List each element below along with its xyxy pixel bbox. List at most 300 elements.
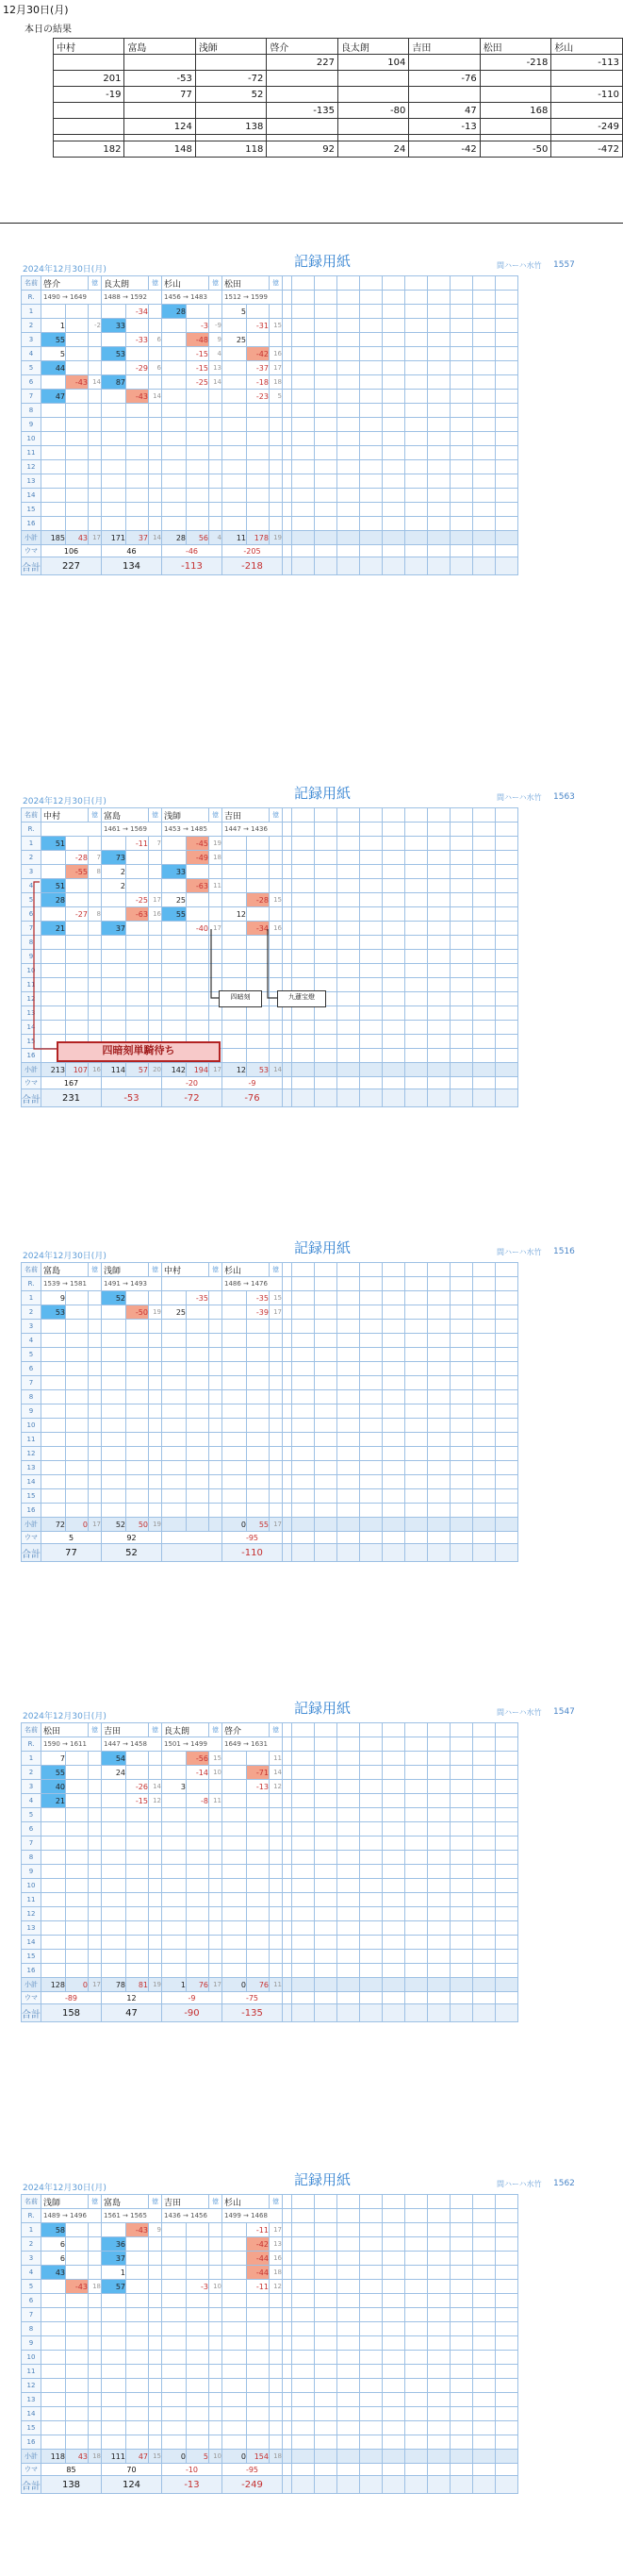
empty-cell — [383, 375, 405, 390]
score-note — [89, 978, 102, 992]
score-note — [270, 2294, 283, 2308]
empty-cell — [473, 291, 496, 305]
score-minus — [126, 2294, 149, 2308]
empty-cell — [451, 1822, 473, 1836]
empty-cell — [337, 950, 360, 964]
score-minus — [247, 907, 270, 922]
score-note — [270, 1808, 283, 1822]
score-grid — [21, 1722, 518, 2022]
empty-cell — [360, 2336, 383, 2351]
score-note — [209, 1851, 222, 1865]
empty-cell — [337, 1893, 360, 1907]
empty-cell — [283, 557, 292, 575]
score-note — [209, 1808, 222, 1822]
score-note — [149, 305, 162, 319]
score-plus — [102, 1936, 126, 1950]
empty-cell — [315, 1390, 337, 1404]
score-minus — [66, 837, 89, 851]
empty-cell — [473, 333, 496, 347]
score-note — [209, 2407, 222, 2421]
empty-cell — [315, 936, 337, 950]
empty-cell — [360, 319, 383, 333]
score-plus — [222, 503, 247, 517]
empty-cell — [473, 950, 496, 964]
empty-cell — [405, 305, 428, 319]
score-minus — [126, 1348, 149, 1362]
empty-cell — [337, 446, 360, 460]
empty-cell — [292, 276, 315, 291]
empty-cell — [496, 1390, 518, 1404]
empty-cell — [292, 474, 315, 489]
score-minus — [247, 1836, 270, 1851]
score-note: 11 — [209, 1794, 222, 1808]
empty-cell — [405, 1907, 428, 1921]
score-plus — [41, 1921, 66, 1936]
row-number: 13 — [22, 1006, 41, 1021]
score-plus: 43 — [41, 2266, 66, 2280]
player-rating: 1501 → 1499 — [162, 1737, 222, 1752]
score-minus — [247, 418, 270, 432]
subtotal-label: 小計 — [22, 1518, 41, 1532]
sheet-date: 2024年12月30日(月) — [23, 1712, 107, 1721]
row-number: 12 — [22, 2379, 41, 2393]
score-minus — [187, 1907, 209, 1921]
score-plus — [102, 361, 126, 375]
empty-cell — [451, 837, 473, 851]
score-note — [209, 1461, 222, 1475]
score-plus — [222, 1021, 247, 1035]
score-minus — [247, 879, 270, 893]
empty-cell — [283, 1006, 292, 1021]
subtotal-plus: 111 — [102, 2450, 126, 2464]
empty-cell — [337, 1822, 360, 1836]
empty-cell — [405, 291, 428, 305]
score-plus: 6 — [41, 2237, 66, 2252]
empty-cell — [383, 978, 405, 992]
score-minus — [126, 1879, 149, 1893]
empty-cell — [496, 1475, 518, 1489]
empty-cell — [405, 2407, 428, 2421]
empty-cell — [292, 2252, 315, 2266]
mark-icon: 億 — [149, 276, 162, 291]
player-name: 啓介 — [41, 276, 89, 291]
player-name: 松田 — [41, 1723, 89, 1737]
score-minus — [66, 1433, 89, 1447]
score-note — [89, 1808, 102, 1822]
score-note — [209, 1489, 222, 1504]
empty-cell — [283, 2195, 292, 2209]
score-minus — [66, 1766, 89, 1780]
score-plus — [222, 1362, 247, 1376]
score-note: 11 — [270, 1752, 283, 1766]
empty-cell — [360, 390, 383, 404]
empty-cell — [473, 1291, 496, 1305]
score-minus — [66, 1504, 89, 1518]
score-note — [89, 2435, 102, 2450]
summary-row — [54, 141, 623, 158]
score-plus — [162, 1921, 187, 1936]
score-note: 8 — [89, 865, 102, 879]
score-minus — [247, 1390, 270, 1404]
score-plus — [162, 1362, 187, 1376]
empty-cell — [283, 2336, 292, 2351]
score-plus — [41, 2365, 66, 2379]
score-minus — [66, 446, 89, 460]
empty-cell — [473, 851, 496, 865]
empty-cell — [360, 545, 383, 557]
empty-cell — [337, 893, 360, 907]
empty-cell — [451, 2351, 473, 2365]
score-note: 7 — [89, 851, 102, 865]
empty-cell — [428, 2237, 451, 2252]
empty-cell — [383, 1737, 405, 1752]
empty-cell — [315, 305, 337, 319]
empty-cell — [337, 2476, 360, 2494]
empty-cell — [451, 2379, 473, 2393]
score-minus: -26 — [126, 1780, 149, 1794]
score-note — [149, 2393, 162, 2407]
subtotal-label: 小計 — [22, 1978, 41, 1992]
empty-cell — [451, 503, 473, 517]
score-plus — [102, 893, 126, 907]
score-note — [89, 2266, 102, 2280]
score-note — [149, 1291, 162, 1305]
empty-cell — [451, 1334, 473, 1348]
empty-cell — [292, 1794, 315, 1808]
empty-cell — [283, 276, 292, 291]
mid-value: -75 — [222, 1992, 283, 2004]
empty-cell — [360, 992, 383, 1006]
score-plus — [162, 936, 187, 950]
empty-cell — [383, 446, 405, 460]
score-note — [149, 2294, 162, 2308]
empty-cell — [405, 1865, 428, 1879]
empty-cell — [473, 964, 496, 978]
empty-cell — [473, 2351, 496, 2365]
score-plus — [162, 2237, 187, 2252]
empty-cell — [383, 418, 405, 432]
empty-cell — [451, 2393, 473, 2407]
total-value: -249 — [222, 2476, 283, 2494]
score-plus: 58 — [41, 2223, 66, 2237]
player-rating: 1590 → 1611 — [41, 1737, 102, 1752]
empty-cell — [292, 1419, 315, 1433]
subtotal-plus: 0 — [222, 1518, 247, 1532]
empty-cell — [405, 1277, 428, 1291]
empty-cell — [428, 893, 451, 907]
empty-cell — [337, 1077, 360, 1089]
score-note — [89, 2393, 102, 2407]
summary-cell: 201 — [54, 71, 124, 87]
score-plus — [162, 1461, 187, 1475]
empty-cell — [337, 2379, 360, 2393]
score-plus — [162, 1489, 187, 1504]
subtotal-plus: 0 — [222, 2450, 247, 2464]
player-rating: 1489 → 1496 — [41, 2209, 102, 2223]
empty-cell — [451, 992, 473, 1006]
empty-cell — [315, 1376, 337, 1390]
empty-cell — [496, 2322, 518, 2336]
empty-cell — [360, 1419, 383, 1433]
empty-cell — [473, 276, 496, 291]
score-minus — [187, 1362, 209, 1376]
score-plus: 21 — [41, 922, 66, 936]
score-minus — [126, 1475, 149, 1489]
score-plus — [162, 375, 187, 390]
subtotal-note: 11 — [270, 1978, 283, 1992]
score-minus: -35 — [247, 1291, 270, 1305]
empty-cell — [315, 1737, 337, 1752]
score-note — [149, 2237, 162, 2252]
summary-cell — [409, 87, 480, 103]
score-minus: -43 — [126, 390, 149, 404]
score-minus — [66, 1879, 89, 1893]
score-minus — [187, 474, 209, 489]
score-note: 17 — [270, 2223, 283, 2237]
score-note — [89, 922, 102, 936]
score-minus — [126, 432, 149, 446]
score-plus — [41, 1390, 66, 1404]
empty-cell — [383, 1021, 405, 1035]
empty-cell — [383, 2308, 405, 2322]
empty-cell — [405, 1291, 428, 1305]
empty-cell — [405, 375, 428, 390]
score-minus — [247, 2308, 270, 2322]
empty-cell — [360, 1992, 383, 2004]
score-minus — [66, 1950, 89, 1964]
empty-cell — [473, 1089, 496, 1107]
empty-cell — [292, 1992, 315, 2004]
empty-cell — [292, 1978, 315, 1992]
score-minus — [126, 517, 149, 531]
score-note: 13 — [209, 361, 222, 375]
score-minus — [66, 879, 89, 893]
score-minus: -15 — [126, 1794, 149, 1808]
score-plus — [102, 1879, 126, 1893]
score-plus — [222, 1291, 247, 1305]
empty-cell — [337, 936, 360, 950]
score-plus — [41, 978, 66, 992]
row-number: 2 — [22, 319, 41, 333]
score-note — [89, 418, 102, 432]
score-plus — [162, 1504, 187, 1518]
empty-cell — [383, 2252, 405, 2266]
empty-cell — [283, 1879, 292, 1893]
mark-icon: 億 — [89, 808, 102, 823]
total-value: -76 — [222, 1089, 283, 1107]
score-plus: 47 — [41, 390, 66, 404]
score-minus — [247, 1907, 270, 1921]
empty-cell — [292, 2195, 315, 2209]
empty-cell — [428, 2421, 451, 2435]
score-plus — [162, 1390, 187, 1404]
empty-cell — [496, 2464, 518, 2476]
score-minus — [66, 1006, 89, 1021]
score-minus — [247, 1936, 270, 1950]
empty-cell — [292, 2308, 315, 2322]
row-number: 14 — [22, 1475, 41, 1489]
mark-icon: 億 — [149, 1263, 162, 1277]
empty-cell — [283, 1532, 292, 1544]
empty-cell — [405, 837, 428, 851]
score-note — [270, 1921, 283, 1936]
empty-cell — [451, 1879, 473, 1893]
score-minus — [187, 1921, 209, 1936]
empty-cell — [405, 319, 428, 333]
empty-cell — [283, 1390, 292, 1404]
score-plus — [222, 1475, 247, 1489]
empty-cell — [383, 2435, 405, 2450]
empty-cell — [428, 2365, 451, 2379]
empty-cell — [496, 1291, 518, 1305]
subtotal-note: 17 — [270, 1518, 283, 1532]
score-note — [270, 432, 283, 446]
empty-cell — [473, 319, 496, 333]
score-minus: -50 — [126, 1305, 149, 1320]
score-plus — [222, 1893, 247, 1907]
empty-cell — [292, 375, 315, 390]
empty-cell — [473, 1404, 496, 1419]
empty-cell — [315, 1907, 337, 1921]
score-note: 17 — [270, 1305, 283, 1320]
score-plus — [162, 1419, 187, 1433]
score-minus — [187, 2223, 209, 2237]
score-plus — [162, 964, 187, 978]
score-minus — [66, 1752, 89, 1766]
empty-cell — [360, 837, 383, 851]
score-minus: -18 — [247, 375, 270, 390]
score-note — [209, 404, 222, 418]
score-plus — [102, 1808, 126, 1822]
score-plus — [41, 851, 66, 865]
score-plus — [102, 964, 126, 978]
empty-cell — [405, 2435, 428, 2450]
score-minus — [126, 1822, 149, 1836]
empty-cell — [428, 1277, 451, 1291]
empty-cell — [383, 2379, 405, 2393]
empty-cell — [383, 1404, 405, 1419]
score-plus — [102, 2308, 126, 2322]
score-minus — [247, 964, 270, 978]
summary-cell: 24 — [337, 141, 408, 158]
empty-cell — [451, 823, 473, 837]
empty-cell — [315, 1089, 337, 1107]
empty-cell — [496, 1263, 518, 1277]
empty-cell — [337, 851, 360, 865]
score-plus — [41, 1851, 66, 1865]
empty-cell — [496, 1766, 518, 1780]
score-minus — [66, 893, 89, 907]
score-note — [149, 2280, 162, 2294]
subtotal-note: 19 — [149, 1978, 162, 1992]
mark-icon: 億 — [209, 2195, 222, 2209]
score-minus — [247, 2322, 270, 2336]
mid-value — [162, 1532, 222, 1544]
empty-cell — [283, 1766, 292, 1780]
score-plus: 25 — [162, 893, 187, 907]
score-plus: 21 — [41, 1794, 66, 1808]
score-note — [89, 2379, 102, 2393]
empty-cell — [473, 865, 496, 879]
empty-cell — [383, 1320, 405, 1334]
score-minus — [126, 2435, 149, 2450]
sheet-date: 2024年12月30日(月) — [23, 797, 107, 806]
empty-cell — [451, 1780, 473, 1794]
empty-cell — [292, 1879, 315, 1893]
subtotal-minus: 194 — [187, 1063, 209, 1077]
score-note: 5 — [270, 390, 283, 404]
empty-cell — [360, 808, 383, 823]
empty-cell — [292, 418, 315, 432]
score-minus — [66, 1461, 89, 1475]
empty-cell — [292, 1305, 315, 1320]
empty-cell — [292, 950, 315, 964]
empty-cell — [315, 2476, 337, 2494]
empty-cell — [360, 557, 383, 575]
total-value: 158 — [41, 2004, 102, 2022]
empty-cell — [405, 1544, 428, 1562]
score-plus — [41, 1475, 66, 1489]
score-note — [209, 1362, 222, 1376]
empty-cell — [283, 1780, 292, 1794]
empty-cell — [428, 2379, 451, 2393]
row-number: 13 — [22, 1461, 41, 1475]
empty-cell — [383, 531, 405, 545]
row-number: 3 — [22, 1780, 41, 1794]
empty-cell — [315, 851, 337, 865]
empty-cell — [473, 489, 496, 503]
empty-cell — [292, 517, 315, 531]
score-plus — [41, 418, 66, 432]
empty-cell — [473, 1544, 496, 1562]
score-plus — [222, 432, 247, 446]
empty-cell — [473, 978, 496, 992]
empty-cell — [405, 2322, 428, 2336]
summary-row — [54, 135, 623, 141]
empty-cell — [383, 1822, 405, 1836]
score-note: 16 — [270, 922, 283, 936]
summary-cell — [337, 87, 408, 103]
score-minus: -31 — [247, 319, 270, 333]
score-minus — [247, 1021, 270, 1035]
empty-cell — [473, 2209, 496, 2223]
score-minus: -43 — [66, 375, 89, 390]
empty-cell — [337, 1836, 360, 1851]
empty-cell — [496, 2308, 518, 2322]
row-number: 7 — [22, 922, 41, 936]
empty-cell — [360, 893, 383, 907]
empty-cell — [405, 1049, 428, 1063]
name-label: 名前 — [22, 2195, 41, 2209]
score-plus — [162, 1950, 187, 1964]
empty-cell — [496, 1851, 518, 1865]
empty-cell — [428, 1950, 451, 1964]
annotation-box-chuuren: 九蓮宝燈 — [277, 990, 326, 1007]
score-minus — [66, 950, 89, 964]
score-plus — [102, 1907, 126, 1921]
score-plus — [162, 1334, 187, 1348]
empty-cell — [383, 2476, 405, 2494]
score-minus: -37 — [247, 361, 270, 375]
empty-cell — [473, 1737, 496, 1752]
score-minus: -34 — [126, 305, 149, 319]
score-plus — [102, 2336, 126, 2351]
score-plus — [222, 2294, 247, 2308]
empty-cell — [283, 347, 292, 361]
score-note: 14 — [89, 375, 102, 390]
score-note — [209, 2223, 222, 2237]
empty-cell — [360, 2195, 383, 2209]
